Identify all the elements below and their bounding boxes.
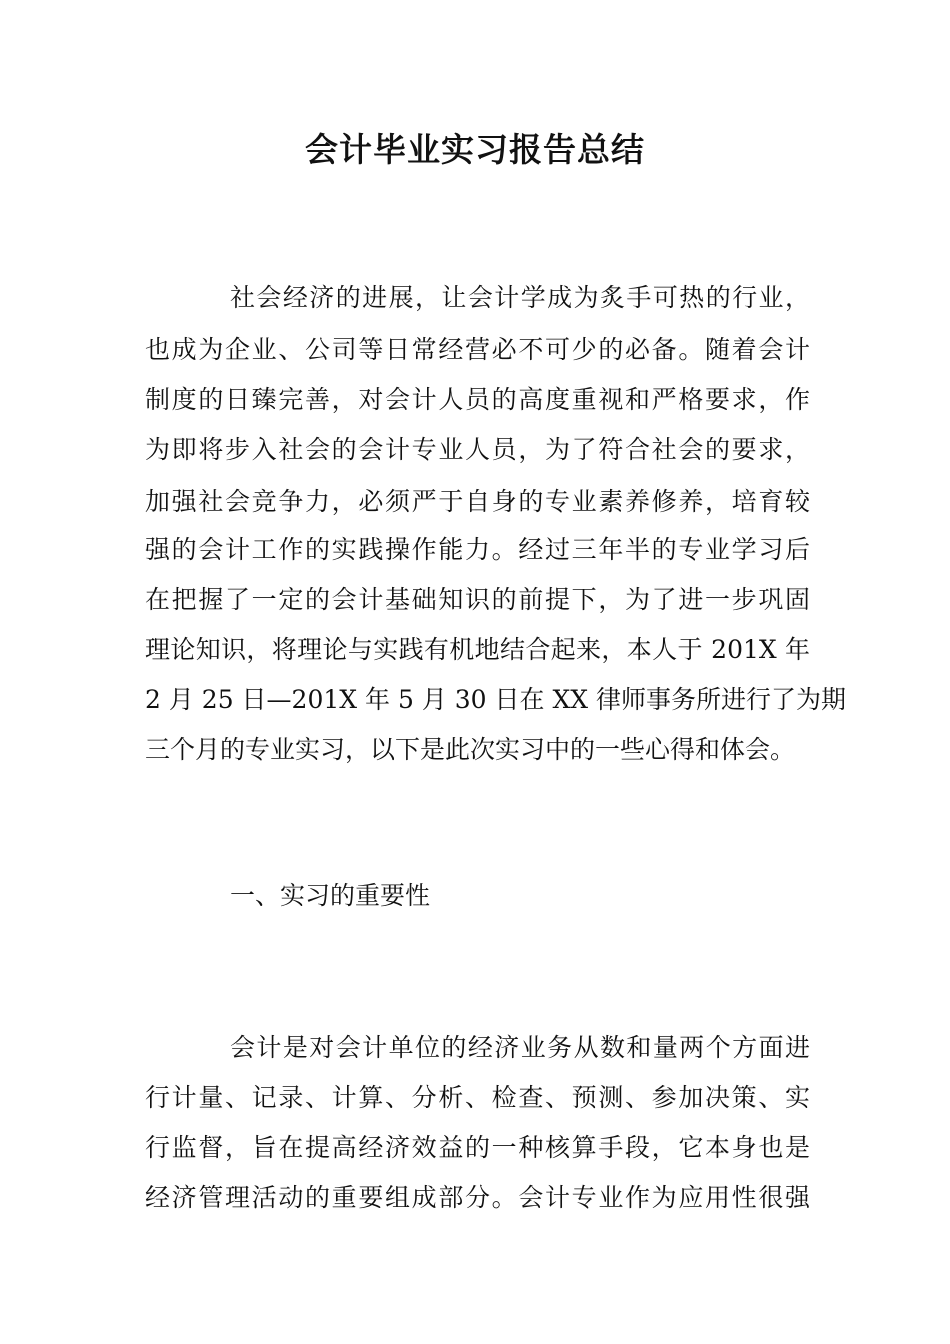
paragraph-1-line: 理论知识，将理论与实践有机地结合起来，本人于 201X 年: [145, 635, 810, 664]
paragraph-1-line: 强的会计工作的实践操作能力。经过三年半的专业学习后: [145, 535, 810, 564]
paragraph-1-line: 制度的日臻完善，对会计人员的高度重视和严格要求，作: [145, 385, 810, 414]
paragraph-1-line: 三个月的专业实习，以下是此次实习中的一些心得和体会。: [145, 735, 796, 764]
paragraph-2-line: 会计是对会计单位的经济业务从数和量两个方面进: [230, 1033, 810, 1062]
paragraph-2-line: 行监督，旨在提高经济效益的一种核算手段，它本身也是: [145, 1133, 810, 1162]
paragraph-1-line: 在把握了一定的会计基础知识的前提下，为了进一步巩固: [145, 585, 810, 614]
section-heading: 一、实习的重要性: [230, 881, 431, 910]
paragraph-1-line: 2 月 25 日—201X 年 5 月 30 日在 XX 律师事务所进行了为期: [145, 685, 847, 714]
paragraph-2-line: 行计量、记录、计算、分析、检查、预测、参加决策、实: [145, 1083, 810, 1112]
paragraph-1-line: 也成为企业、公司等日常经营必不可少的必备。随着会计: [145, 335, 810, 364]
paragraph-1-line: 加强社会竞争力，必须严于自身的专业素养修养，培育较: [145, 487, 810, 516]
paragraph-1-line: 社会经济的进展，让会计学成为炙手可热的行业，: [230, 283, 810, 312]
paragraph-1-line: 为即将步入社会的会计专业人员，为了符合社会的要求，: [145, 435, 810, 464]
paragraph-2-line: 经济管理活动的重要组成部分。会计专业作为应用性很强: [145, 1183, 810, 1212]
document-title: 会计毕业实习报告总结: [305, 130, 645, 169]
